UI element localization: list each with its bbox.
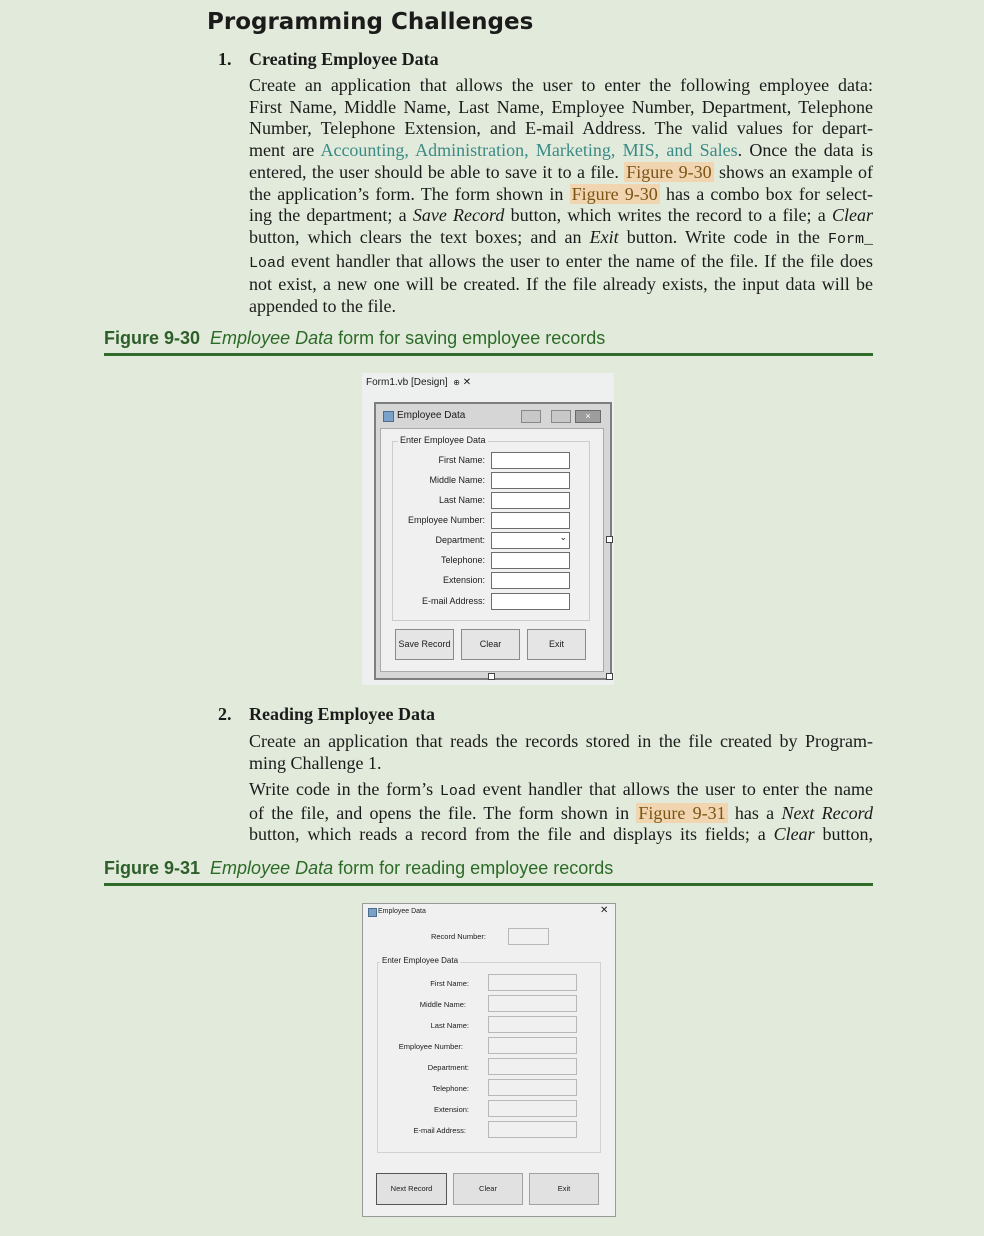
window-close-icon[interactable]: × (575, 410, 601, 423)
extension-input[interactable] (488, 1100, 577, 1117)
resize-handle[interactable] (488, 673, 495, 680)
minimize-icon[interactable] (521, 410, 541, 423)
challenge-2-paragraph-2 (249, 779, 873, 846)
figure-9-30-link[interactable]: Figure 9-30 (626, 161, 712, 182)
employee-number-label: Employee Number: (407, 515, 485, 525)
last-name-input[interactable] (488, 1016, 577, 1033)
figure-9-30-caption: Figure 9-30 Employee Data form for saving employee records (104, 328, 873, 356)
text-line: appended to the file. (249, 296, 396, 317)
text-line: of the file, and opens the file. The form shown in Figure 9-31 has a Next Record (249, 802, 873, 823)
resize-handle[interactable] (606, 536, 613, 543)
email-input[interactable] (491, 593, 570, 610)
department-label: Department: (427, 1063, 469, 1072)
middle-name-label: Middle Name: (419, 1000, 466, 1009)
first-name-label: First Name: (430, 979, 469, 988)
last-name-label: Last Name: (438, 495, 485, 505)
middle-name-input[interactable] (491, 472, 570, 489)
first-name-input[interactable] (488, 974, 577, 991)
challenge-2-title: Reading Employee Data (249, 704, 435, 724)
resize-handle[interactable] (606, 673, 613, 680)
next-record-button[interactable]: Next Record (376, 1173, 447, 1205)
text-line: button, which reads a record from the file and displays its fields; a Clear button, (249, 824, 873, 845)
middle-name-input[interactable] (488, 995, 577, 1012)
pin-icon[interactable]: ⊕ (453, 378, 460, 387)
text-line: ming Challenge 1. (249, 752, 382, 773)
clear-button[interactable]: Clear (453, 1173, 523, 1205)
telephone-label: Telephone: (432, 1084, 469, 1093)
last-name-label: Last Name: (430, 1021, 469, 1030)
email-label: E-mail Address: (413, 1126, 466, 1135)
chevron-down-icon[interactable]: ⌄ (559, 533, 567, 543)
figure-9-30-link[interactable]: Figure 9-30 (571, 183, 658, 204)
first-name-label: First Name: (438, 455, 485, 465)
text-line: Create an application that allows the user to enter the following employee data: (249, 75, 873, 95)
window-title: Employee Data (397, 410, 466, 421)
section-heading: Programming Challenges (207, 9, 534, 35)
telephone-input[interactable] (488, 1079, 577, 1096)
app-icon (383, 411, 394, 422)
app-icon (368, 908, 377, 917)
last-name-input[interactable] (491, 492, 570, 509)
challenge-1-body (249, 75, 873, 318)
employee-number-input[interactable] (491, 512, 570, 529)
challenge-1-title: Creating Employee Data (249, 49, 439, 69)
window-title: Employee Data (378, 908, 426, 915)
extension-input[interactable] (491, 572, 570, 589)
group-label: Enter Employee Data (400, 435, 486, 445)
text-line: Load event handler that allows the user to enter the name of the file. If the file does (249, 250, 873, 272)
department-input[interactable] (488, 1058, 577, 1075)
text-line: Create an application that reads the records stored in the file created by Program- (249, 731, 873, 751)
figure-9-31-caption: Figure 9-31 Employee Data form for reading employee records (104, 858, 873, 886)
email-input[interactable] (488, 1121, 577, 1138)
text-line: the application’s form. The form shown in Figure 9-30 has a combo box for select- (249, 183, 873, 204)
text-line: not exist, a new one will be created. If the file already exists, the input data will be (249, 274, 873, 295)
departments-link[interactable]: Accounting, Administration, Marketing, MIS, and Sales (320, 140, 738, 161)
text-line: First Name, Middle Name, Last Name, Employee Number, Department, Telephone (249, 96, 873, 117)
challenge-1-number: 1. (218, 49, 232, 69)
text-line: ing the department; a Save Record button, which writes the record to a file; a Clear (249, 205, 873, 226)
text-line: Number, Telephone Extension, and E-mail Address. The valid values for depart- (249, 118, 873, 139)
text-line: Write code in the form’s Load event handler that allows the user to enter the name (249, 779, 873, 800)
challenge-2-number: 2. (218, 704, 232, 724)
first-name-input[interactable] (491, 452, 570, 469)
text-line: entered, the user should be able to save it to a file. Figure 9-30 shows an example of (249, 161, 873, 182)
exit-button[interactable]: Exit (529, 1173, 599, 1205)
email-label: E-mail Address: (421, 596, 485, 606)
figure-9-31-link[interactable]: Figure 9-31 (638, 802, 726, 823)
text-line: button, which clears the text boxes; and an Exit button. Write code in the Form_ (249, 226, 873, 248)
designer-tab[interactable]: Form1.vb [Design] ⊕ ✕ (366, 377, 472, 388)
telephone-input[interactable] (491, 552, 570, 569)
maximize-icon[interactable] (551, 410, 571, 423)
text-line: ment are Accounting, Administration, Marketing, MIS, and Sales. Once the data is (249, 140, 873, 161)
middle-name-label: Middle Name: (429, 475, 485, 485)
clear-button[interactable]: Clear (461, 629, 520, 660)
exit-button[interactable]: Exit (527, 629, 586, 660)
group-label: Enter Employee Data (382, 956, 459, 965)
employee-number-label: Employee Number: (398, 1042, 463, 1051)
close-icon[interactable]: ✕ (600, 905, 609, 916)
extension-label: Extension: (433, 1105, 469, 1114)
challenge-2-paragraph-1 (249, 731, 873, 774)
department-combo[interactable] (491, 532, 570, 549)
department-label: Department: (435, 535, 485, 545)
record-number-input[interactable] (508, 928, 549, 945)
extension-label: Extension: (442, 575, 485, 585)
employee-number-input[interactable] (488, 1037, 577, 1054)
save-record-button[interactable]: Save Record (395, 629, 454, 660)
close-icon[interactable]: ✕ (462, 377, 472, 388)
telephone-label: Telephone: (440, 555, 485, 565)
record-number-label: Record Number: (430, 932, 486, 941)
